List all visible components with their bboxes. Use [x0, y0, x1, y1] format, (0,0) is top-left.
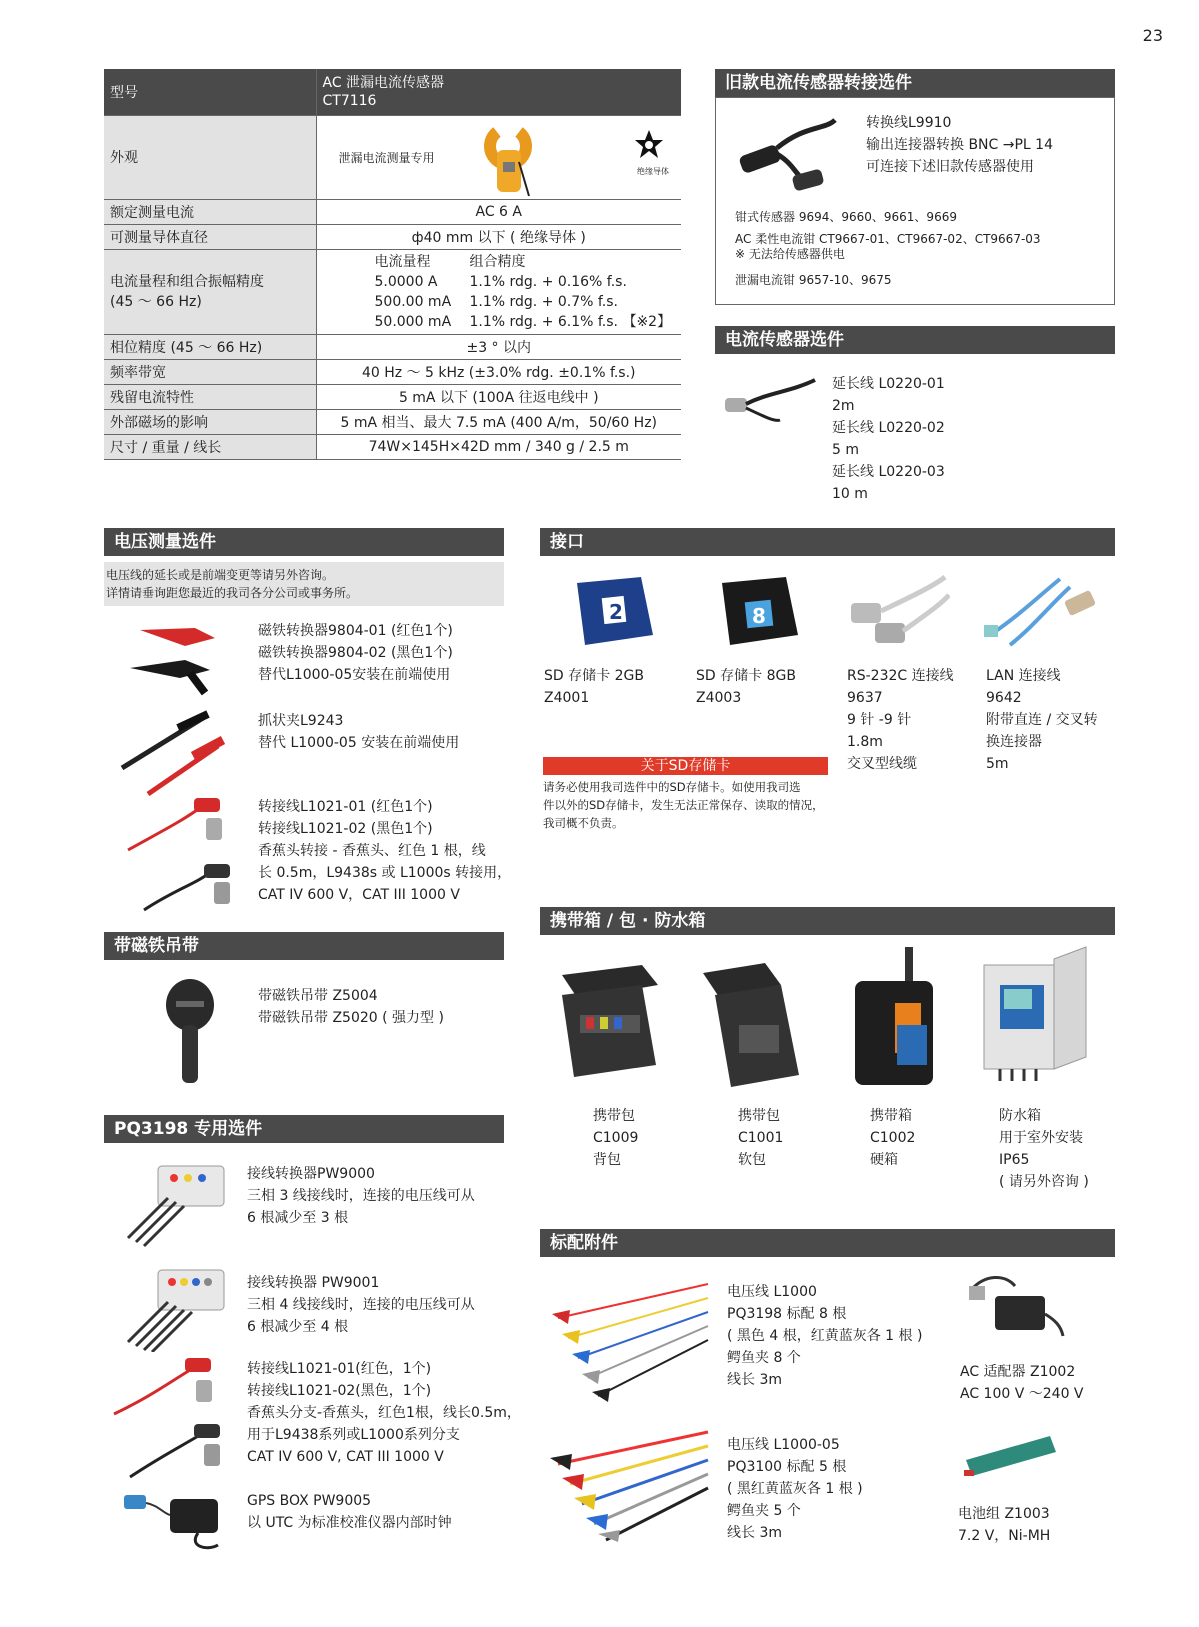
legacy-text: 转换线L9910 输出连接器转换 BNC →PL 14 可连接下述旧款传感器使用	[866, 115, 1053, 175]
carrying-case-c1002-image	[845, 945, 945, 1095]
spec-row: 残留电流特性 5 mA 以下 (100A 往返电线中 )	[104, 384, 681, 409]
adapter-lead-l1021-image	[110, 1352, 225, 1482]
spec-accuracy-row: 电流量程和组合振幅精度 (45 ～ 66 Hz) 电流量程 组合精度 5.0000 A 1.1% rdg. + 0.16% f.s. 500.00 mA 1.1% rdg. + 0.7% f.s. 50.000 mA 1.1% rdg. + 6.1% f.s. 【※2】	[104, 249, 681, 334]
voltage-note: 电压线的延长或是前端变更等请另外咨询。 详情请垂询距您最近的我司各分公司或事务所。	[104, 562, 504, 606]
magnet-strap-section-title: 带磁铁吊带	[104, 932, 504, 960]
accuracy-grid: 电流量程 组合精度 5.0000 A 1.1% rdg. + 0.16% f.s. 500.00 mA 1.1% rdg. + 0.7% f.s. 50.000 mA 1.1% rdg. + 6.1% f.s. 【※2】	[374, 253, 672, 330]
interface-item-rs232c: RS-232C 连接线 9637 9 针 -9 针 1.8m 交叉型线缆	[847, 668, 954, 772]
spec-header-model: AC 泄漏电流传感器 CT7116	[316, 69, 681, 115]
carrying-bag-c1009-image	[552, 955, 664, 1095]
interface-item-sd2: SD 存储卡 2GB Z4001	[544, 668, 644, 706]
spec-row: 外部磁场的影响 5 mA 相当、最大 7.5 mA (400 A/m，50/60 Hz)	[104, 409, 681, 434]
appearance-caption: 泄漏电流测量专用	[338, 150, 435, 165]
waterproof-box-image	[978, 945, 1098, 1095]
accessory-ac-adapter: AC 适配器 Z1002 AC 100 V ～240 V	[960, 1364, 1084, 1402]
case-item-c1002: 携带箱 C1002 硬箱	[870, 1108, 916, 1168]
pq-item-2: 接线转换器 PW9001 三相 4 线接线时，连接的电压线可从 6 根减少至 4 根	[247, 1275, 475, 1335]
interface-section-title: 接口	[540, 528, 1115, 556]
legacy-section-title: 旧款电流传感器转接选件	[715, 69, 1115, 97]
voltage-item-3: 转接线L1021-01 (红色1个) 转接线L1021-02 (黑色1个) 香蕉头转接 - 香蕉头、红色 1 根，线 长 0.5m，L9438s 或 L1000s 转接用， CAT IV 600 V，CAT III 1000 V	[258, 799, 512, 903]
sd-card-2gb-image	[563, 575, 655, 650]
insulated-conductor-badge: 绝缘导体	[637, 166, 669, 176]
accessory-l1000-05: 电压线 L1000-05 PQ3100 标配 5 根 ( 黑红黄蓝灰各 1 根 ) 鳄鱼夹 5 个 线长 3m	[727, 1437, 863, 1541]
insulated-conductor-icon	[631, 128, 667, 162]
sd-card-notice: 请务必使用我司选件中的SD存储卡。如使用我司选 件以外的SD存储卡，发生无法正常保存、读取的情况， 我司概不负责。	[543, 780, 824, 830]
adapter-lead-image	[124, 790, 234, 915]
sd-card-capacity-2: 2	[609, 600, 623, 624]
current-sensor-list: 延长线 L0220-01 2m 延长线 L0220-02 5 m 延长线 L0220-03 10 m	[832, 376, 945, 502]
interface-item-lan: LAN 连接线 9642 附带直连 / 交叉转 换连接器 5m	[986, 668, 1098, 772]
interface-item-sd8: SD 存储卡 8GB Z4003	[696, 668, 796, 706]
pq-item-4: GPS BOX PW9005 以 UTC 为标准校准仪器内部时钟	[247, 1493, 452, 1531]
sd-card-capacity-8: 8	[752, 604, 766, 628]
wiring-adapter-pw9000-image	[118, 1158, 228, 1248]
spec-row: 频率带宽 40 Hz ～ 5 kHz (±3.0% rdg. ±0.1% f.s.)	[104, 359, 681, 384]
case-item-waterproof: 防水箱 用于室外安装 IP65 ( 请另外咨询 )	[999, 1108, 1089, 1190]
spec-header-row	[104, 69, 681, 115]
voltage-cord-l1000-image	[548, 1278, 713, 1403]
accessory-battery: 电池组 Z1003 7.2 V，Ni-MH	[958, 1506, 1051, 1544]
spec-appearance-row	[104, 115, 681, 199]
spec-appearance-label: 外观	[104, 115, 316, 199]
spec-table	[104, 69, 681, 460]
spec-row: 相位精度 (45 ～ 66 Hz) ±3 ° 以内	[104, 334, 681, 359]
pq-item-1: 接线转换器PW9000 三相 3 线接线时，连接的电压线可从 6 根减少至 3 根	[247, 1166, 475, 1226]
sd-card-8gb-image	[708, 575, 800, 650]
leakage-clamp-sensor-image	[467, 122, 547, 200]
spec-row: 可测量导体直径 ф40 mm 以下 ( 绝缘导体 )	[104, 224, 681, 249]
magnet-strap-list: 带磁铁吊带 Z5004 带磁铁吊带 Z5020 ( 强力型 )	[258, 988, 444, 1026]
pq-item-3: 转接线L1021-01(红色，1个) 转接线L1021-02(黑色，1个) 香蕉头分支-香蕉头，红色1根，线长0.5m， 用于L9438系列或L1000系列分支 CAT IV 600 V, CAT III 1000 V	[247, 1361, 521, 1465]
spec-row: 额定测量电流 AC 6 A	[104, 199, 681, 224]
carrying-bag-c1001-image	[695, 955, 807, 1095]
lan-cable-image	[980, 575, 1100, 650]
sd-card-notice-title: 关于SD存储卡	[543, 757, 828, 775]
case-item-c1001: 携带包 C1001 软包	[738, 1108, 784, 1168]
magnet-adapter-image	[125, 618, 225, 696]
legacy-note-3: 泄漏电流钳 9657-10、9675	[735, 273, 892, 287]
extension-cable-image	[720, 372, 820, 432]
grabber-clip-image	[118, 706, 228, 796]
voltage-item-2: 抓状夹L9243 替代 L1000-05 安装在前端使用	[258, 713, 460, 751]
legacy-note-2: AC 柔性电流钳 CT9667-01、CT9667-02、CT9667-03 ※ 无法给传感器供电	[735, 232, 1041, 261]
voltage-section-title: 电压测量选件	[104, 528, 504, 556]
case-item-c1009: 携带包 C1009 背包	[593, 1108, 639, 1168]
spec-header-label: 型号	[104, 69, 316, 115]
voltage-cord-l1000-05-image	[548, 1428, 713, 1543]
page-number: 23	[1142, 26, 1163, 45]
wiring-adapter-pw9001-image	[118, 1262, 228, 1352]
battery-pack-image	[960, 1430, 1060, 1490]
conversion-cable-image	[735, 110, 855, 195]
spec-row: 尺寸 / 重量 / 线长 74W×145H×42D mm / 340 g / 2.5 m	[104, 434, 681, 459]
ac-adapter-image	[965, 1270, 1065, 1340]
spec-appearance-cell	[316, 115, 681, 199]
accessory-l1000: 电压线 L1000 PQ3198 标配 8 根 ( 黑色 4 根，红黄蓝灰各 1 根 ) 鳄鱼夹 8 个 线长 3m	[727, 1284, 923, 1388]
voltage-item-1: 磁铁转换器9804-01 (红色1个) 磁铁转换器9804-02 (黑色1个) 替代L1000-05安装在前端使用	[258, 623, 453, 683]
cases-section-title: 携带箱 / 包 · 防水箱	[540, 907, 1115, 935]
pq-options-section-title: PQ3198 专用选件	[104, 1115, 504, 1143]
magnet-strap-image	[160, 975, 220, 1087]
legacy-note-1: 钳式传感器 9694、9660、9661、9669	[735, 210, 957, 224]
rs232c-cable-image	[845, 575, 950, 650]
current-sensor-section-title: 电流传感器选件	[715, 326, 1115, 354]
gps-box-image	[118, 1485, 228, 1555]
accessories-section-title: 标配附件	[540, 1229, 1115, 1257]
